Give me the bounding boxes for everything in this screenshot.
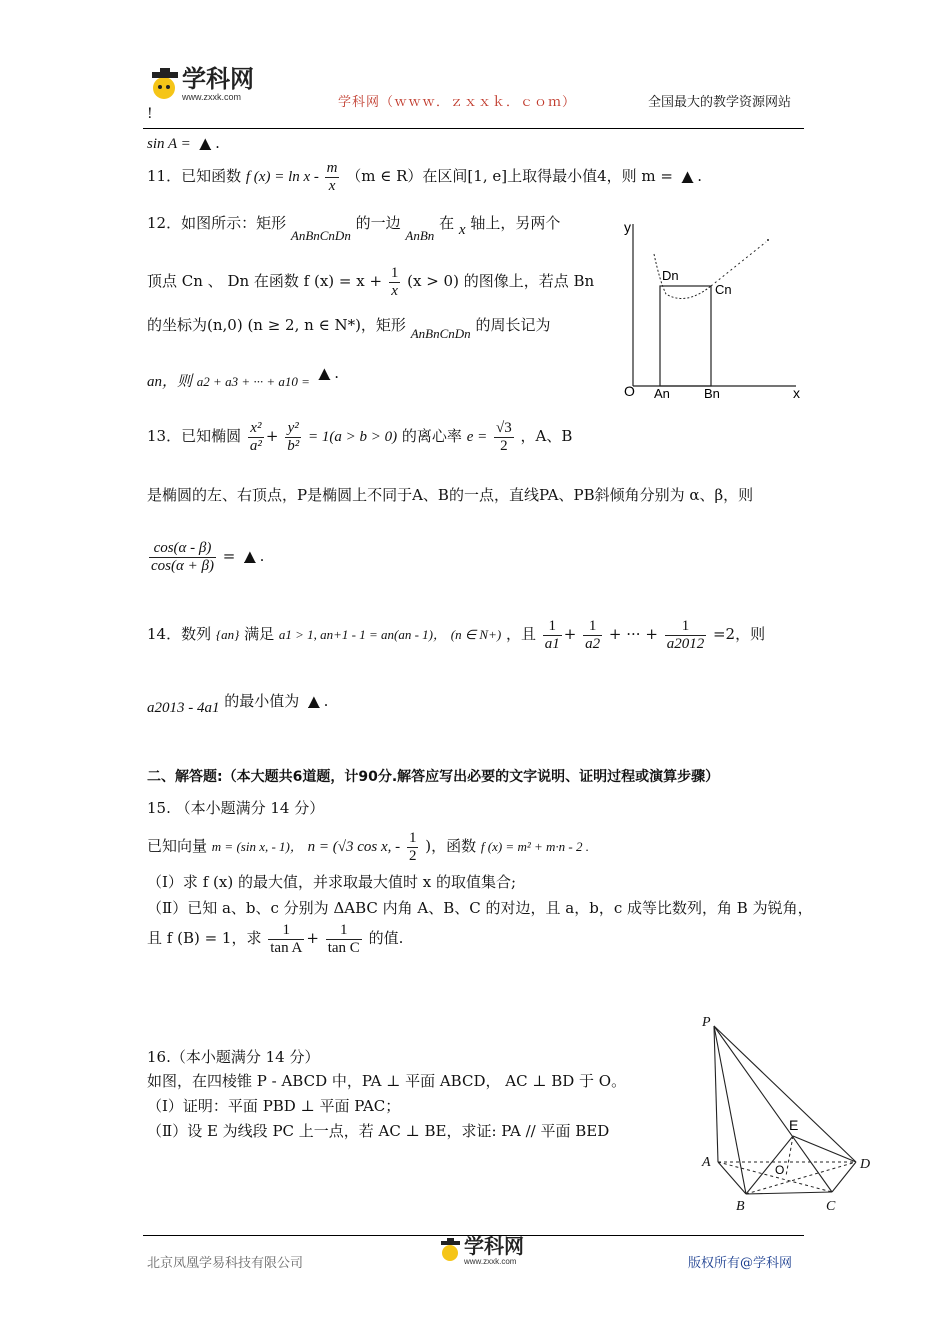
q13-frac2-d: b² bbox=[287, 437, 300, 454]
fig12-asymptote bbox=[711, 242, 766, 286]
q12-l2a: 顶点 Cn 、 Dn 在函数 f (x) = x + bbox=[147, 272, 387, 290]
q11-func: f (x) = ln x - bbox=[245, 169, 323, 185]
q14-l1c: ，且 bbox=[506, 625, 537, 643]
q12-x: x bbox=[458, 222, 466, 238]
q16-line2: （Ⅰ）证明：平面 PBD ⊥ 平面 PAC； bbox=[147, 1097, 401, 1115]
q13-blank: ▲ bbox=[244, 547, 256, 565]
q12-l3a: 的坐标为(n,0) (n ≥ 2, n ∈ N*)，矩形 bbox=[147, 316, 406, 334]
q14-s1-d: a1 bbox=[544, 635, 560, 652]
q13-cos-d: cos(α + β) bbox=[151, 557, 214, 574]
q12-l1c: 在 bbox=[439, 214, 455, 232]
fig12-label-dn: Dn bbox=[662, 268, 679, 283]
fig16-label-o: O bbox=[775, 1163, 785, 1177]
fig16-edge-cd bbox=[832, 1162, 856, 1192]
q13-frac1 bbox=[248, 420, 264, 454]
q13-end: . bbox=[259, 547, 265, 565]
q15-t2 bbox=[326, 922, 362, 956]
fig16-edge-be bbox=[746, 1136, 793, 1194]
q12-l4a: an，则 bbox=[147, 374, 193, 390]
q16-line3: （Ⅱ）设 E 为线段 PC 上一点，若 AC ⊥ BE，求证: PA // 平面 BED bbox=[147, 1122, 610, 1140]
fig16-edge-pc bbox=[714, 1026, 832, 1192]
fig12-label-cn: Cn bbox=[715, 282, 732, 297]
q14-s3 bbox=[665, 618, 707, 652]
logo-url: www.zxxk.com bbox=[182, 92, 242, 102]
q11-frac bbox=[325, 160, 340, 194]
q13-ecc: e = bbox=[466, 429, 488, 445]
q13-line2: 是椭圆的左、右顶点，P是椭圆上不同于A、B的一点，直线PA、PB斜倾角分别为 α、β，则 bbox=[147, 486, 754, 504]
q15-m-vec: m = (sin x, - 1)， bbox=[211, 839, 303, 854]
q15-l4b: 的值. bbox=[368, 929, 404, 947]
q15-t1-d: tan A bbox=[270, 939, 303, 956]
fig16-edge-bd bbox=[746, 1162, 856, 1194]
q14-l2a: a2013 - 4a1 bbox=[147, 700, 220, 716]
fig12-label-o: O bbox=[624, 383, 635, 399]
q15-half-n: 1 bbox=[408, 830, 417, 846]
q15-t1-n: 1 bbox=[268, 922, 304, 940]
q15-t1 bbox=[268, 922, 304, 956]
q14-l1b: 满足 bbox=[244, 625, 275, 643]
q13-l1d: ，A、B bbox=[520, 427, 573, 445]
header-rule bbox=[143, 128, 804, 129]
q15-line2: （Ⅰ）求 f (x) 的最大值，并求取最大值时 x 的取值集合; bbox=[147, 873, 516, 891]
q12-line4 bbox=[147, 362, 339, 390]
q12-rect: AnBnCnDn bbox=[290, 228, 351, 243]
q12-l1b: 的一边 bbox=[355, 214, 401, 232]
fig16-label-a: A bbox=[702, 1155, 711, 1170]
q11-blank: ▲ bbox=[681, 167, 694, 185]
fig16-edge-ab bbox=[718, 1162, 746, 1194]
q14-dom: (n ∈ N+) bbox=[450, 627, 502, 642]
fig16-label-d: D bbox=[860, 1157, 871, 1172]
q11-frac-d: x bbox=[328, 177, 336, 194]
q13-cos-frac bbox=[149, 540, 216, 574]
q16-line1: 如图，在四棱锥 P - ABCD 中，PA ⊥ 平面 ABCD， AC ⊥ BD 于 O。 bbox=[147, 1072, 627, 1090]
fig16-label-e: E bbox=[789, 1117, 799, 1133]
q12-l3b: AnBnCnDn bbox=[410, 326, 471, 341]
q14-l1a: 14．数列 bbox=[147, 625, 212, 643]
q12-l1d: 轴上，另两个 bbox=[470, 214, 561, 232]
q12-l3c: 的周长记为 bbox=[475, 316, 551, 334]
q11-end: . bbox=[697, 167, 703, 185]
q15-t2-d: tan C bbox=[327, 939, 360, 956]
q13-l1b: = 1(a > b > 0) bbox=[308, 429, 398, 445]
fig12-label-an: An bbox=[654, 386, 670, 401]
q15-fx: f (x) = m² + m·n - 2 . bbox=[480, 839, 589, 854]
q15-t2-n: 1 bbox=[326, 922, 362, 940]
q10-blank: ▲ bbox=[199, 134, 212, 152]
q12-frac bbox=[389, 265, 401, 299]
q15-line1 bbox=[147, 830, 589, 864]
figure-16 bbox=[696, 1014, 886, 1219]
q14-dots: + ··· + bbox=[608, 625, 658, 643]
q13-frac1-d: a² bbox=[249, 437, 262, 454]
q12-l1a: 12．如图所示：矩形 bbox=[147, 214, 287, 232]
header-slogan: 全国最大的教学资源网站 bbox=[648, 95, 792, 110]
fig16-edge-eo bbox=[786, 1136, 793, 1176]
header-bang: ! bbox=[147, 106, 153, 122]
q14-l1d: =2，则 bbox=[712, 625, 766, 643]
q13-line1: 13．已知椭圆 $\frac{\text{x²}}{\text{a²}}$ + $\frac{\text{y²}}{\text{b²}}$ = 1(a > b > 0) 的离心率 e = $\frac{√3}{2}$ ，A、B bbox=[147, 420, 573, 454]
q13-l1c: 的离心率 bbox=[401, 427, 462, 445]
fig16-edge-pd bbox=[714, 1026, 856, 1162]
q11 bbox=[147, 160, 702, 194]
fig16-edge-ed bbox=[793, 1136, 856, 1162]
q13-line3 bbox=[147, 540, 264, 574]
q15-half bbox=[407, 830, 419, 864]
q15-l4a: 且 f (B) = 1，求 bbox=[147, 929, 262, 947]
q12-side: AnBn bbox=[405, 228, 435, 243]
q15-l1a: 已知向量 bbox=[147, 837, 208, 855]
q14-s1-n: 1 bbox=[543, 618, 562, 636]
q13-ecc-d: 2 bbox=[500, 437, 508, 454]
q14-s2-d: a2 bbox=[585, 635, 601, 652]
footer-mascot-icon bbox=[438, 1236, 464, 1266]
q15-half-d: 2 bbox=[408, 847, 417, 864]
footer-logo[interactable] bbox=[438, 1236, 524, 1266]
q14-line1: 14．数列 {an} 满足 a1 > 1, an+1 - 1 = an(an - 1)， (n ∈ N+) ，且 $\frac{1}{a1}$ + $\frac{1}{a2}$ + ··· + $\frac{1}{a2012}$ =2，则 bbox=[147, 618, 766, 652]
q11-frac-n: m bbox=[326, 160, 338, 176]
header-site[interactable]: 学科网（ｗｗｗ．ｚｘｘｋ．ｃｏｍ） bbox=[338, 95, 577, 110]
q12-frac-n: 1 bbox=[390, 265, 399, 281]
footer-logo-title: 学科网 bbox=[464, 1235, 524, 1258]
q12-line3 bbox=[147, 314, 551, 341]
q12-end: . bbox=[334, 364, 339, 382]
logo-title: 学科网 bbox=[182, 66, 254, 93]
q15-l1b: )，函数 bbox=[425, 837, 477, 855]
figure-12 bbox=[618, 214, 808, 404]
fig12-rect bbox=[660, 286, 711, 386]
q14-s1 bbox=[543, 618, 562, 652]
q13-ecc-n: √3 bbox=[496, 420, 512, 436]
fig12-label-y: y bbox=[624, 219, 631, 235]
q15-line3: （Ⅱ）已知 a、b、c 分别为 ΔABC 内角 A、B、C 的对边，且 a，b，c 成等比数列，角 B 为锐角， bbox=[147, 899, 813, 917]
q13-frac1-n: x² bbox=[248, 420, 264, 438]
q11-cond: （m ∈ R）在区间[1, e]上取得最小值4，则 m = bbox=[346, 167, 673, 185]
q14-s2 bbox=[583, 618, 602, 652]
q14-line2 bbox=[147, 690, 329, 716]
fig12-dot bbox=[767, 239, 769, 241]
q12-frac-d: x bbox=[391, 282, 398, 299]
fig16-edge-bc bbox=[746, 1192, 832, 1194]
q14-cond: a1 > 1, an+1 - 1 = an(an - 1)， bbox=[278, 627, 446, 642]
q14-s3-d: a2012 bbox=[666, 635, 705, 652]
q10-tail bbox=[147, 134, 220, 153]
q13-cos-n: cos(α - β) bbox=[149, 540, 216, 558]
footer-logo-url: www.zxxk.com bbox=[464, 1256, 517, 1266]
fig16-label-p: P bbox=[702, 1015, 711, 1030]
q14-seq: {an} bbox=[215, 627, 240, 642]
fig12-label-bn: Bn bbox=[704, 386, 720, 401]
header-logo[interactable] bbox=[148, 66, 254, 104]
q13-l1a: 13．已知椭圆 bbox=[147, 427, 242, 445]
q13-ecc-frac bbox=[494, 420, 514, 454]
fig16-edge-pb bbox=[714, 1026, 746, 1194]
q12-line1 bbox=[147, 212, 561, 243]
q13-frac2 bbox=[285, 420, 301, 454]
fig16-label-b: B bbox=[736, 1199, 745, 1214]
q13-frac2-n: y² bbox=[285, 420, 301, 438]
q12-blank: ▲ bbox=[318, 364, 331, 382]
q15-n-vec: n = (√3 cos x, - bbox=[307, 839, 401, 855]
fig12-label-x: x bbox=[793, 385, 800, 401]
q14-end: . bbox=[323, 692, 329, 710]
q16-title: 16.（本小题满分 14 分） bbox=[147, 1048, 320, 1066]
fig16-label-c: C bbox=[826, 1199, 836, 1214]
section-2-title: 二、解答题:（本大题共6道题，计90分.解答应写出必要的文字说明、证明过程或演算步骤） bbox=[147, 769, 720, 785]
q12-l2b: (x > 0) 的图像上，若点 Bn bbox=[407, 272, 595, 290]
q15-title: 15. （本小题满分 14 分） bbox=[147, 799, 325, 817]
q14-s2-n: 1 bbox=[583, 618, 602, 636]
q15-line4: 且 f (B) = 1，求 $\frac{1}{\text{tan A}}$ + $\frac{1}{\text{tan C}}$ 的值. bbox=[147, 922, 404, 956]
q13-eq: = bbox=[222, 547, 236, 565]
q14-blank: ▲ bbox=[308, 692, 320, 710]
q10-expr: sin A = bbox=[147, 136, 191, 152]
q10-end: . bbox=[215, 134, 220, 152]
q12-line2 bbox=[147, 265, 594, 299]
footer-copyright: 版权所有@学科网 bbox=[688, 1256, 793, 1271]
q14-l2b: 的最小值为 bbox=[224, 692, 300, 710]
q12-l4b: a2 + a3 + ··· + a10 = bbox=[196, 374, 310, 389]
mascot-icon bbox=[148, 66, 182, 104]
q11-num: 11．已知函数 bbox=[147, 167, 242, 185]
footer-company: 北京凤凰学易科技有限公司 bbox=[147, 1256, 304, 1271]
q14-s3-n: 1 bbox=[665, 618, 707, 636]
